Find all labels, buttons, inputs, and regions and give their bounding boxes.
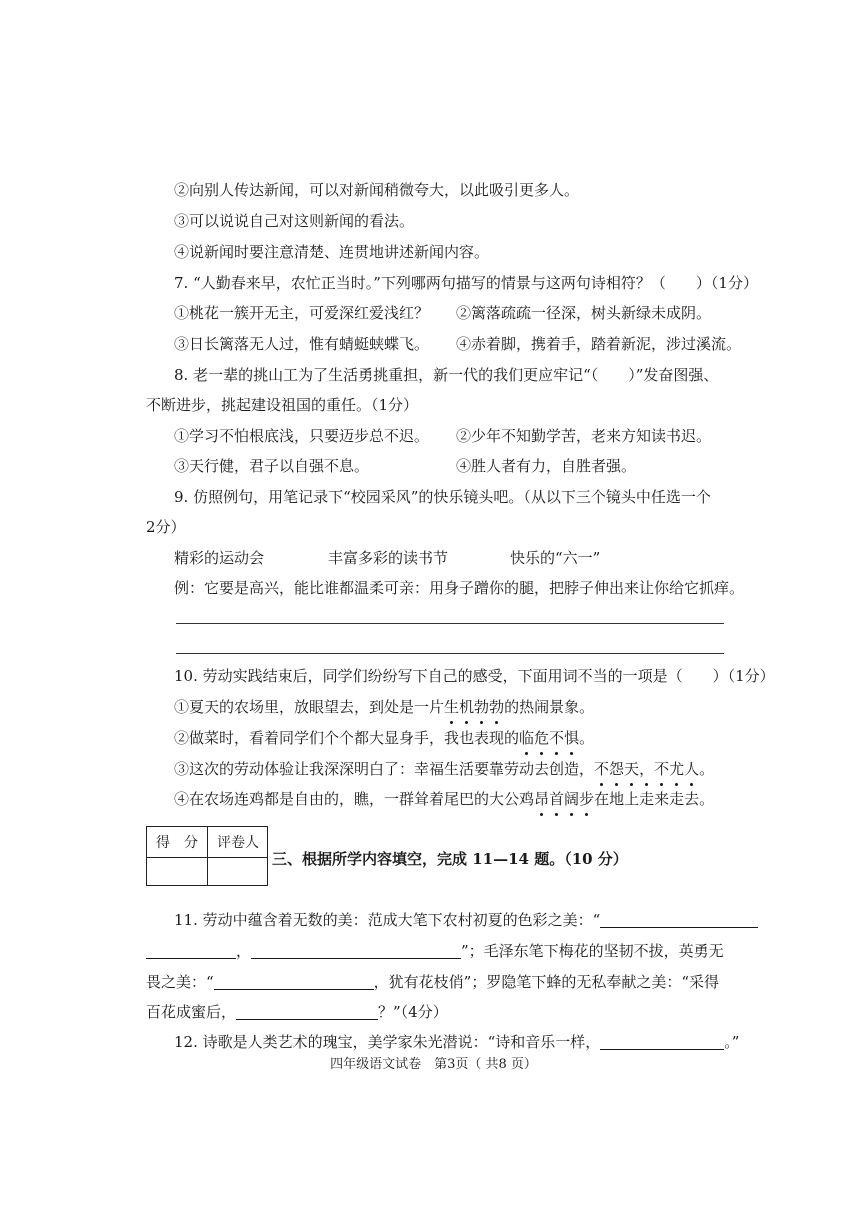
q9-scene-3: 快乐的“六一”: [510, 549, 601, 567]
answer-line-1[interactable]: [176, 623, 724, 624]
emphasis-dots: 不怨天，不尤人: [594, 760, 700, 778]
question-10: 10. 劳动实践结束后，同学们纷纷写下自己的感受，下面用词不当的一项是（ ）（1分）: [174, 667, 775, 685]
q8-option-1: ①学习不怕根底浅，只要迈步总不迟。: [174, 427, 430, 445]
q8-option-4: ④胜人者有力，自胜者强。: [456, 457, 637, 475]
emphasis-dots: 生机勃勃: [444, 698, 505, 716]
question-7: 7. “人勤春来早，农忙正当时。”下列哪两句描写的情景与这两句诗相符？（ ）（1分）: [174, 274, 758, 292]
question-9-line2: 2分）: [146, 518, 186, 536]
score-header: 得 分: [156, 835, 198, 851]
question-11-line1: 11. 劳动中蕴含着无数的美：范成大笔下农村初夏的色彩之美：“: [174, 910, 758, 930]
q9-scene-2: 丰富多彩的读书节: [328, 549, 449, 567]
question-11-line4: 百花成蜜后， ？”（4分）: [146, 1003, 448, 1021]
question-11-line2: ， ”；毛泽东笔下梅花的坚韧不拔，英勇无: [146, 941, 724, 961]
answer-blank[interactable]: [146, 942, 236, 959]
question-8-line1: 8. 老一辈的挑山工为了生活勇挑重担，新一代的我们更应牢记“（ ）”发奋图强、: [174, 366, 719, 384]
question-9-line1: 9. 仿照例句，用笔记录下“校园采风”的快乐镜头吧。（从以下三个镜头中任选一个: [174, 488, 711, 506]
q8-option-3: ③天行健，君子以自强不息。: [174, 457, 370, 475]
answer-blank[interactable]: [251, 942, 461, 959]
section-title: 三、根据所学内容填空，完成 11—14 题。（10 分）: [272, 850, 628, 868]
q9-example: 例：它要是高兴，能比谁都温柔可亲：用身子蹭你的腿，把脖子伸出来让你给它抓痒。: [174, 579, 745, 597]
q6-option-3: ③可以说说自己对这则新闻的看法。: [174, 212, 415, 230]
q7-option-4: ④赤着脚，携着手，踏着新泥，涉过溪流。: [456, 335, 742, 353]
q10-option-4: ④在农场连鸡都是自由的，瞧，一群耸着尾巴的大公鸡昂首阔步在地上走来走去。: [174, 790, 715, 808]
answer-blank[interactable]: [214, 973, 374, 990]
q6-option-2: ②向别人传达新闻，可以对新闻稍微夸大，以此吸引更多人。: [174, 181, 580, 199]
q8-option-2: ②少年不知勤学苦，老来方知读书迟。: [456, 427, 712, 445]
answer-line-2[interactable]: [176, 653, 724, 654]
q10-option-3: ③这次的劳动体验让我深深明白了：幸福生活要靠劳动去创造，不怨天，不尤人。: [174, 760, 715, 778]
question-12: 12. 诗歌是人类艺术的瑰宝，美学家朱光潜说：“诗和音乐一样， 。”: [174, 1033, 740, 1051]
answer-blank[interactable]: [236, 1003, 378, 1020]
page-footer: 四年级语文试卷 第3页（ 共8 页）: [330, 1057, 537, 1072]
q9-scene-1: 精彩的运动会: [174, 549, 265, 567]
grader-header: 评卷人: [217, 835, 259, 851]
question-11-line3: 畏之美：“ ，犹有花枝俏”；罗隐笔下蜂的无私奉献之美：“采得: [146, 973, 720, 991]
emphasis-dots: 昂首阔步: [534, 790, 595, 808]
emphasis-dots: 临危不惧: [519, 729, 580, 747]
q7-option-2: ②篱落疏疏一径深，树头新绿未成阴。: [456, 304, 712, 322]
q7-option-3: ③日长篱落无人过，惟有蜻蜓蛱蝶飞。: [174, 335, 430, 353]
answer-blank[interactable]: [600, 911, 758, 928]
q10-option-2: ②做菜时，看着同学们个个都大显身手，我也表现的临危不惧。: [174, 729, 595, 747]
score-table: [146, 826, 268, 886]
answer-blank[interactable]: [600, 1033, 724, 1050]
q7-option-1: ①桃花一簇开无主，可爱深红爱浅红？: [174, 304, 430, 322]
q10-option-1: ①夏天的农场里，放眼望去，到处是一片生机勃勃的热闹景象。: [174, 698, 595, 716]
question-8-line2: 不断进步，挑起建设祖国的重任。（1分）: [146, 396, 419, 414]
q6-option-4: ④说新闻时要注意清楚、连贯地讲述新闻内容。: [174, 243, 490, 261]
